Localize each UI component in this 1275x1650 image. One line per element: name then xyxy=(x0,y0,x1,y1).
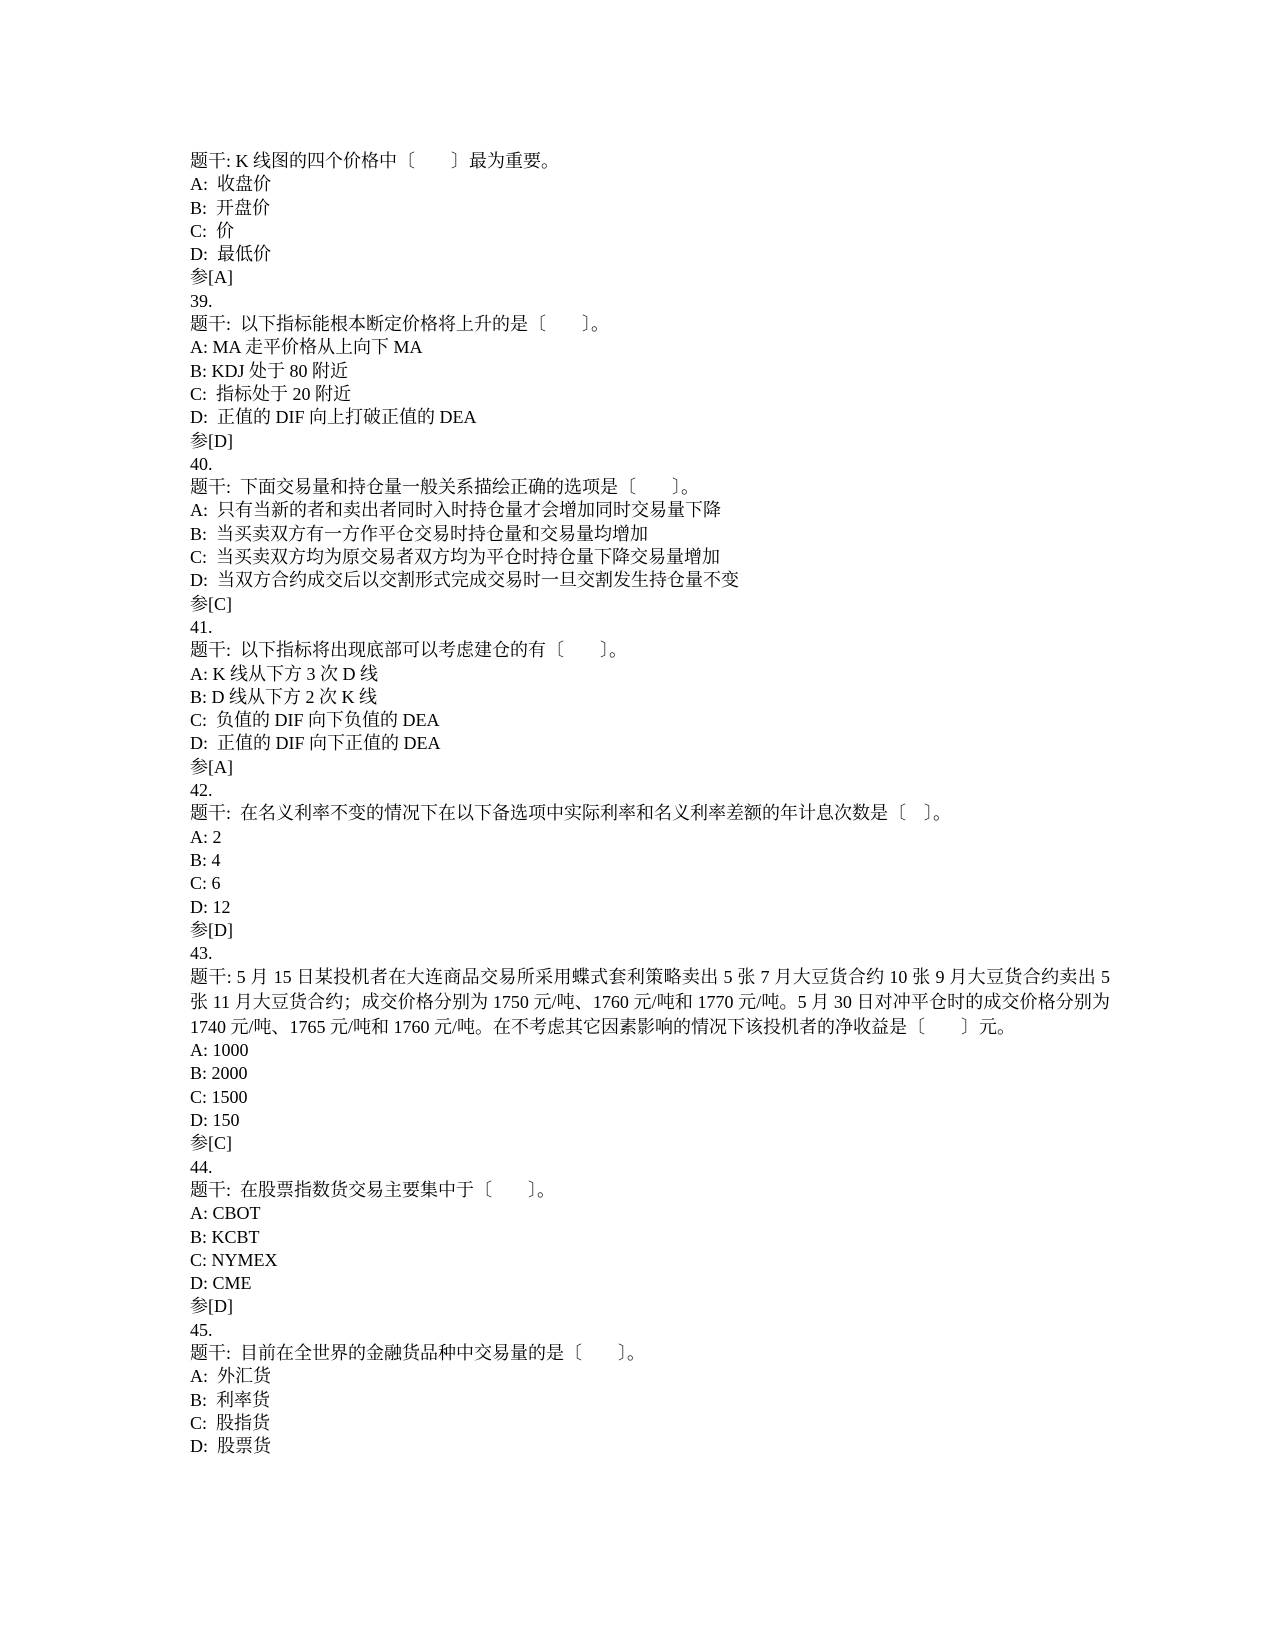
answer-option: C: 1500 xyxy=(190,1086,248,1107)
answer-option: A: K 线从下方 3 次 D 线 xyxy=(190,663,378,684)
answer-option: C: 指标处于 20 附近 xyxy=(190,383,352,404)
answer-option: B: 利率货 xyxy=(190,1389,271,1410)
answer-key: 参[D] xyxy=(190,1296,233,1317)
question-number: 39. xyxy=(190,290,213,311)
answer-option: B: KCBT xyxy=(190,1226,260,1247)
question-number: 41. xyxy=(190,616,213,637)
answer-option: B: 2000 xyxy=(190,1063,248,1084)
question-number: 40. xyxy=(190,453,213,474)
answer-key: 参[C] xyxy=(190,1133,232,1154)
answer-key: 参[D] xyxy=(190,919,233,940)
question-number: 44. xyxy=(190,1156,213,1177)
question-stem: 题干: 下面交易量和持仓量一般关系描绘正确的选项是〔 〕。 xyxy=(190,477,699,498)
question-stem: 题干: 目前在全世界的金融货品种中交易量的是〔 〕。 xyxy=(190,1343,645,1364)
answer-option: D: CME xyxy=(190,1273,252,1294)
question-number: 45. xyxy=(190,1319,213,1340)
answer-option: D: 最低价 xyxy=(190,244,271,265)
answer-option: A: 1000 xyxy=(190,1040,249,1061)
answer-option: D: 150 xyxy=(190,1110,240,1131)
answer-option: D: 当双方合约成交后以交割形式完成交易时一旦交割发生持仓量不变 xyxy=(190,570,739,591)
answer-option: B: 4 xyxy=(190,849,221,870)
answer-option: A: 只有当新的者和卖出者同时入时持仓量才会增加同时交易量下降 xyxy=(190,500,721,521)
answer-option: D: 正值的 DIF 向上打破正值的 DEA xyxy=(190,407,477,428)
answer-option: A: CBOT xyxy=(190,1203,261,1224)
answer-key: 参[A] xyxy=(190,756,233,777)
answer-option: C: 当买卖双方均为原交易者双方均为平仓时持仓量下降交易量增加 xyxy=(190,547,721,568)
document-page xyxy=(190,150,1120,1459)
answer-option: B: 当买卖双方有一方作平仓交易时持仓量和交易量均增加 xyxy=(190,523,649,544)
answer-option: A: 外汇货 xyxy=(190,1366,271,1387)
question-stem: 题干: 5 月 15 日某投机者在大连商品交易所采用蝶式套利策略卖出 5 张 7 月大豆货合约 10 张 9 月大豆货合约卖出 5 张 11 月大豆货合约；成交价格分别为 1750 元/吨、1760 元/吨和 1770 元/吨。5 月 30 日对冲平仓时的成交价格分别为 1740 元/吨、1765 元/吨和 1760 元/吨。在不考虑其它因素影响的情况下该投机者的净收益是〔 〕元。 xyxy=(190,967,1110,1037)
question-number: 43. xyxy=(190,943,213,964)
question-stem: 题干: 以下指标能根本断定价格将上升的是〔 〕。 xyxy=(190,314,609,335)
question-stem: 题干: 在股票指数货交易主要集中于〔 〕。 xyxy=(190,1179,555,1200)
answer-key: 参[C] xyxy=(190,593,232,614)
answer-option: B: D 线从下方 2 次 K 线 xyxy=(190,686,378,707)
answer-option: A: MA 走平价格从上向下 MA xyxy=(190,337,423,358)
answer-option: C: 负值的 DIF 向下负值的 DEA xyxy=(190,710,440,731)
answer-key: 参[A] xyxy=(190,267,233,288)
answer-option: A: 收盘价 xyxy=(190,174,271,195)
answer-option: D: 正值的 DIF 向下正值的 DEA xyxy=(190,733,441,754)
answer-option: C: 价 xyxy=(190,220,235,241)
answer-option: B: KDJ 处于 80 附近 xyxy=(190,360,349,381)
question-stem: 题干: K 线图的四个价格中〔 〕最为重要。 xyxy=(190,151,559,171)
answer-option: C: NYMEX xyxy=(190,1249,278,1270)
answer-option: B: 开盘价 xyxy=(190,197,271,218)
answer-option: C: 6 xyxy=(190,873,221,894)
question-stem: 题干: 在名义利率不变的情况下在以下备选项中实际利率和名义利率差额的年计息次数是〔 〕。 xyxy=(190,803,951,824)
question-number: 42. xyxy=(190,780,213,801)
answer-key: 参[D] xyxy=(190,430,233,451)
answer-option: C: 股指货 xyxy=(190,1412,271,1433)
answer-option: A: 2 xyxy=(190,826,222,847)
answer-option: D: 12 xyxy=(190,896,231,917)
answer-option: D: 股票货 xyxy=(190,1436,271,1457)
question-stem: 题干: 以下指标将出现底部可以考虑建仓的有〔 〕。 xyxy=(190,640,627,661)
